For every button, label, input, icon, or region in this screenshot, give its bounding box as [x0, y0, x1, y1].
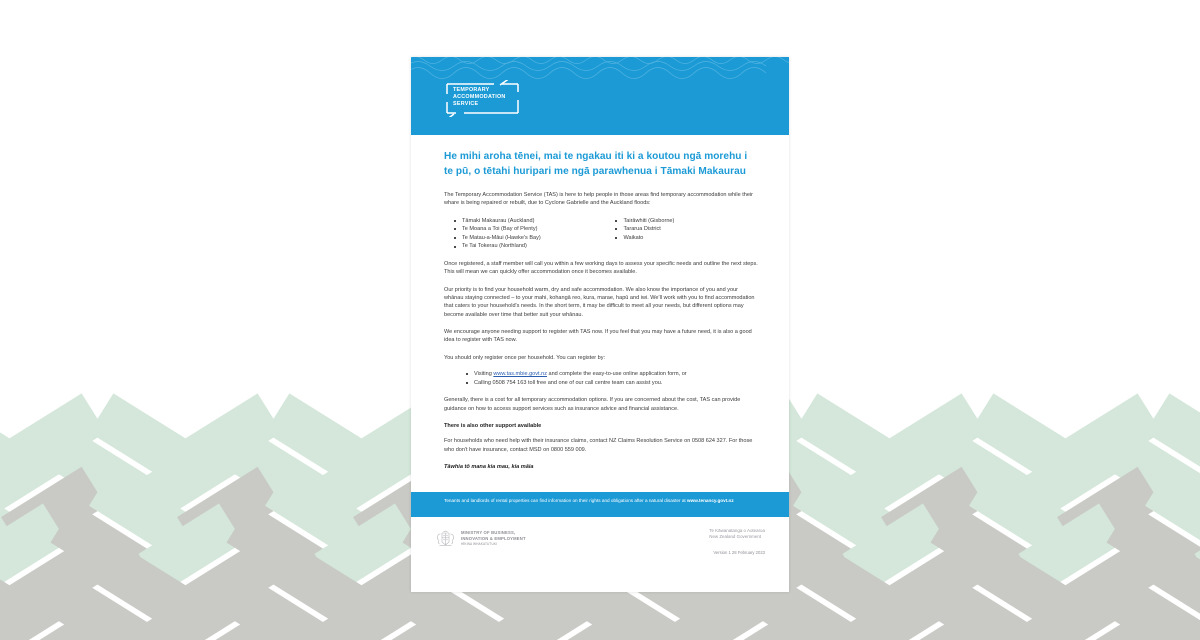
page-title: He mihi aroha tēnei, mai te ngakau iti ki a koutou ngā morehu i te pū, o tētahi huripari me ngā parawhenua i Tāmaki Makaurau: [444, 151, 748, 178]
koru-texture: [411, 57, 789, 79]
regions-list-right: [605, 217, 758, 251]
paragraph-cost: Generally, there is a cost for all temporary accommodation options. If you are concerned about the cost, TAS can provide guidance on how to access support services such as insurance advice and financial assistance.: [444, 397, 741, 412]
list-item: Tāmaki Makaurau (Auckland): [462, 217, 605, 226]
tas-logo-line2: ACCOMMODATION: [453, 94, 506, 101]
tenancy-website-link[interactable]: www.tenancy.govt.nz: [687, 498, 734, 503]
tenancy-info-text: [411, 492, 789, 505]
list-item: Tararua District: [623, 225, 758, 234]
tas-logo-line1: TEMPORARY: [453, 87, 490, 93]
nz-coat-of-arms-icon: [435, 529, 456, 548]
list-item: Te Moana a Toi (Bay of Plenty): [462, 225, 605, 234]
list-item: Tairāwhiti (Gisborne): [623, 217, 758, 226]
tas-website-link[interactable]: www.tas.mbie.govt.nz: [493, 370, 547, 377]
list-item: Te Matau-a-Māui (Hawke's Bay): [462, 234, 605, 243]
mbie-line1: MINISTRY OF BUSINESS,: [461, 530, 516, 535]
register-option-visiting: [474, 370, 758, 379]
paragraph-registered: Once registered, a staff member will call you within a few working days to assess your specific needs and outline the next steps. This will mean we can quickly offer accommodation once it becomes available.: [444, 260, 758, 276]
intro-paragraph: The Temporary Accommodation Service (TAS) is here to help people in those areas find temporary accommodation while their whare is being repaired or rebuilt, due to Cyclone Gabrielle and the Auckland floods:: [444, 191, 754, 207]
mbie-line2: INNOVATION & EMPLOYMENT: [461, 535, 526, 541]
paragraph-support: For households who need help with their insurance claims, contact NZ Claims Resolution Service on 0508 624 327. For those who don't have insurance, contact MSD on 0800 559 009.: [444, 438, 753, 453]
paragraph-encourage: We encourage anyone needing support to register with TAS now. If you feel that you may have a future need, it is also a good idea to register with TAS now.: [444, 328, 752, 344]
nzgov-english-name: New Zealand Government: [709, 534, 762, 539]
list-item: Te Tai Tokerau (Northland): [462, 242, 605, 251]
document-page: [411, 57, 789, 592]
mbie-logo: [435, 529, 526, 548]
temporary-accommodation-service-logo: [444, 80, 530, 117]
tenancy-info-band: [411, 492, 789, 517]
nz-government-logo: [709, 528, 765, 540]
nzgov-maori-name: Te Kāwanatanga o Aotearoa: [709, 528, 765, 533]
paragraph-register-once: You should only register once per household. You can register by:: [444, 354, 606, 361]
mbie-logo-text: [461, 529, 526, 547]
regions-list-left: [444, 217, 605, 251]
document-footer: [411, 517, 789, 592]
support-heading: There is also other support available: [444, 422, 542, 429]
register-option-visiting-suffix: and complete the easy-to-use online application form, or: [546, 370, 687, 377]
register-option-calling: Calling 0508 754 163 toll free and one of our call centre team can assist you.: [474, 379, 758, 388]
list-item: Waikato: [623, 234, 758, 243]
register-option-visiting-prefix: Visiting: [474, 370, 494, 377]
tas-logo-line3: SERVICE: [453, 101, 479, 108]
closing-line: Tāwhia tō mana kia mau, kia māia: [444, 463, 534, 470]
paragraph-priority: Our priority is to find your household warm, dry and safe accommodation. We also know the importance of you and your whānau staying connected – to your mahi, kohangā reo, kura, marae, hapū and iwi. We'll work with you to find accommodation that caters to your household's needs. In the short term, it may be difficult to meet all your needs, but different options may become available over time that better suit your whānau.: [444, 286, 755, 318]
document-version: Version 1 28 February 2023: [713, 550, 765, 555]
register-options-list: [444, 370, 758, 387]
mbie-maori-name: HĪKINA WHAKATUTUKI: [461, 541, 498, 546]
document-header: [411, 57, 789, 135]
tenancy-info-prefix: Tenants and landlords of rental properties can find information on their rights and obligations after a natural disaster at: [444, 498, 688, 503]
document-body: [411, 135, 789, 471]
regions-lists: [444, 217, 758, 251]
tas-logo-text: [453, 87, 506, 109]
